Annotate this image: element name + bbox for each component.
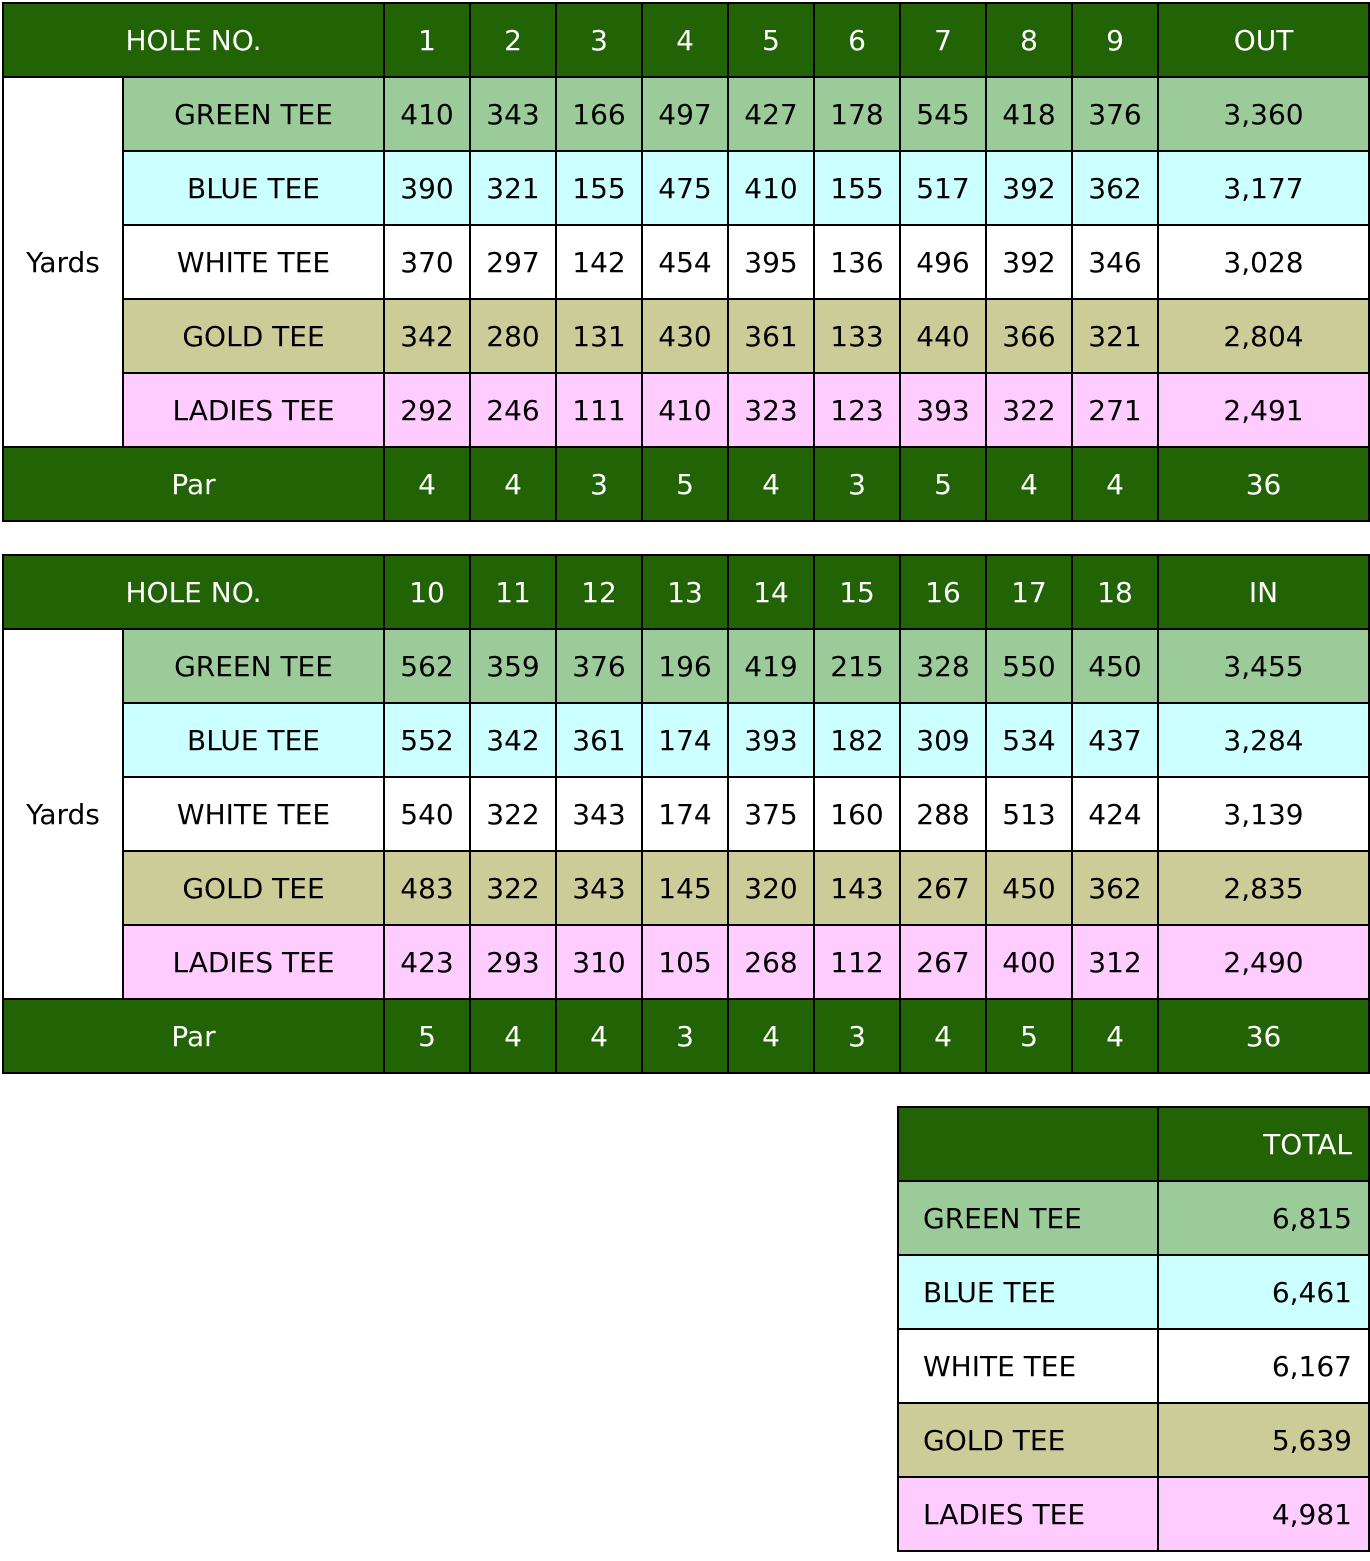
yardage-cell: 142	[556, 225, 642, 299]
yardage-cell: 288	[900, 777, 986, 851]
yardage-cell: 366	[986, 299, 1072, 373]
par-cell: 5	[384, 999, 470, 1073]
yardage-cell: 166	[556, 77, 642, 151]
yardage-cell: 343	[470, 77, 556, 151]
yardage-cell: 105	[642, 925, 728, 999]
yardage-cell: 361	[556, 703, 642, 777]
yardage-cell: 550	[986, 629, 1072, 703]
header-row	[3, 3, 1369, 77]
yardage-cell: 321	[470, 151, 556, 225]
par-label: Par	[3, 999, 384, 1073]
par-cell: 4	[728, 447, 814, 521]
in-total: 2,490	[1158, 925, 1369, 999]
green-tee-row	[3, 77, 1369, 151]
hole-number: 18	[1072, 555, 1158, 629]
yardage-cell: 361	[728, 299, 814, 373]
hole-number: 9	[1072, 3, 1158, 77]
yardage-cell: 182	[814, 703, 900, 777]
tee-name: GOLD TEE	[123, 851, 384, 925]
tee-name: WHITE TEE	[123, 225, 384, 299]
hole-number: 5	[728, 3, 814, 77]
yardage-cell: 393	[728, 703, 814, 777]
yardage-cell: 320	[728, 851, 814, 925]
hole-number: 1	[384, 3, 470, 77]
hole-number: 11	[470, 555, 556, 629]
par-cell: 4	[986, 447, 1072, 521]
hole-number: 2	[470, 3, 556, 77]
yardage-cell: 123	[814, 373, 900, 447]
yardage-cell: 475	[642, 151, 728, 225]
yardage-cell: 111	[556, 373, 642, 447]
yardage-cell: 342	[470, 703, 556, 777]
yardage-cell: 343	[556, 851, 642, 925]
par-label: Par	[3, 447, 384, 521]
par-cell: 3	[814, 999, 900, 1073]
yardage-cell: 440	[900, 299, 986, 373]
yardage-cell: 155	[556, 151, 642, 225]
yardage-cell: 246	[470, 373, 556, 447]
total-yardage: 5,639	[1158, 1403, 1369, 1477]
yardage-cell: 496	[900, 225, 986, 299]
tee-name: GREEN TEE	[123, 629, 384, 703]
out-total: 2,804	[1158, 299, 1369, 373]
yardage-cell: 268	[728, 925, 814, 999]
yardage-cell: 427	[728, 77, 814, 151]
yardage-cell: 196	[642, 629, 728, 703]
yardage-cell: 359	[470, 629, 556, 703]
yardage-cell: 552	[384, 703, 470, 777]
in-label: IN	[1158, 555, 1369, 629]
yardage-cell: 423	[384, 925, 470, 999]
hole-number: 17	[986, 555, 1072, 629]
back-nine-table	[2, 554, 1370, 1074]
gold-tee-row	[3, 299, 1369, 373]
hole-number: 8	[986, 3, 1072, 77]
gold-tee-total-row	[898, 1403, 1369, 1477]
yardage-cell: 390	[384, 151, 470, 225]
yardage-cell: 534	[986, 703, 1072, 777]
hole-number: 15	[814, 555, 900, 629]
yardage-cell: 376	[556, 629, 642, 703]
par-row	[3, 999, 1369, 1073]
yardage-cell: 136	[814, 225, 900, 299]
yardage-cell: 267	[900, 925, 986, 999]
yardage-cell: 342	[384, 299, 470, 373]
yardage-cell: 293	[470, 925, 556, 999]
tee-name: BLUE TEE	[123, 703, 384, 777]
par-row	[3, 447, 1369, 521]
total-label: TOTAL	[1158, 1107, 1369, 1181]
par-cell: 4	[556, 999, 642, 1073]
out-total: 3,177	[1158, 151, 1369, 225]
in-total: 2,835	[1158, 851, 1369, 925]
yardage-cell: 309	[900, 703, 986, 777]
in-total: 3,284	[1158, 703, 1369, 777]
yardage-cell: 143	[814, 851, 900, 925]
yardage-cell: 376	[1072, 77, 1158, 151]
yardage-cell: 155	[814, 151, 900, 225]
yardage-cell: 395	[728, 225, 814, 299]
yardage-cell: 392	[986, 151, 1072, 225]
total-yardage: 6,815	[1158, 1181, 1369, 1255]
total-yardage: 4,981	[1158, 1477, 1369, 1551]
par-cell: 4	[470, 447, 556, 521]
tee-name: LADIES TEE	[123, 925, 384, 999]
par-cell: 3	[556, 447, 642, 521]
total-yardage: 6,461	[1158, 1255, 1369, 1329]
par-cell: 4	[1072, 999, 1158, 1073]
tee-name: BLUE TEE	[898, 1255, 1158, 1329]
yards-label: Yards	[3, 629, 123, 999]
front-nine-table	[2, 2, 1370, 522]
yardage-cell: 131	[556, 299, 642, 373]
tee-name: GREEN TEE	[898, 1181, 1158, 1255]
total-header-blank	[898, 1107, 1158, 1181]
out-total: 3,028	[1158, 225, 1369, 299]
yardage-cell: 437	[1072, 703, 1158, 777]
yardage-cell: 424	[1072, 777, 1158, 851]
tee-name: WHITE TEE	[898, 1329, 1158, 1403]
yardage-cell: 410	[642, 373, 728, 447]
yardage-cell: 454	[642, 225, 728, 299]
par-cell: 5	[900, 447, 986, 521]
hole-number: 3	[556, 3, 642, 77]
ladies-tee-row	[3, 373, 1369, 447]
yardage-cell: 540	[384, 777, 470, 851]
par-cell: 4	[900, 999, 986, 1073]
par-cell: 3	[814, 447, 900, 521]
yardage-cell: 343	[556, 777, 642, 851]
white-tee-row	[3, 225, 1369, 299]
yardage-cell: 362	[1072, 151, 1158, 225]
yardage-cell: 545	[900, 77, 986, 151]
yardage-cell: 410	[384, 77, 470, 151]
yardage-cell: 310	[556, 925, 642, 999]
yardage-cell: 392	[986, 225, 1072, 299]
hole-number: 10	[384, 555, 470, 629]
tee-name: LADIES TEE	[123, 373, 384, 447]
yardage-cell: 375	[728, 777, 814, 851]
yardage-cell: 297	[470, 225, 556, 299]
white-tee-total-row	[898, 1329, 1369, 1403]
yardage-cell: 312	[1072, 925, 1158, 999]
total-yardage-table	[897, 1106, 1370, 1552]
yardage-cell: 418	[986, 77, 1072, 151]
yardage-cell: 215	[814, 629, 900, 703]
yardage-cell: 328	[900, 629, 986, 703]
green-tee-total-row	[898, 1181, 1369, 1255]
yardage-cell: 410	[728, 151, 814, 225]
yardage-cell: 430	[642, 299, 728, 373]
yardage-cell: 174	[642, 777, 728, 851]
yardage-cell: 160	[814, 777, 900, 851]
yardage-cell: 370	[384, 225, 470, 299]
yardage-cell: 346	[1072, 225, 1158, 299]
yardage-cell: 292	[384, 373, 470, 447]
hole-number: 6	[814, 3, 900, 77]
par-out-total: 36	[1158, 447, 1369, 521]
out-label: OUT	[1158, 3, 1369, 77]
yardage-cell: 322	[986, 373, 1072, 447]
yardage-cell: 321	[1072, 299, 1158, 373]
yardage-cell: 323	[728, 373, 814, 447]
ladies-tee-row	[3, 925, 1369, 999]
yardage-cell: 419	[728, 629, 814, 703]
hole-number: 7	[900, 3, 986, 77]
par-cell: 5	[642, 447, 728, 521]
yardage-cell: 271	[1072, 373, 1158, 447]
out-total: 2,491	[1158, 373, 1369, 447]
hole-number: 4	[642, 3, 728, 77]
yardage-cell: 267	[900, 851, 986, 925]
yardage-cell: 497	[642, 77, 728, 151]
par-cell: 4	[470, 999, 556, 1073]
yardage-cell: 133	[814, 299, 900, 373]
header-row	[3, 555, 1369, 629]
yardage-cell: 562	[384, 629, 470, 703]
blue-tee-row	[3, 703, 1369, 777]
out-total: 3,360	[1158, 77, 1369, 151]
tee-name: BLUE TEE	[123, 151, 384, 225]
yardage-cell: 513	[986, 777, 1072, 851]
yardage-cell: 362	[1072, 851, 1158, 925]
yardage-cell: 145	[642, 851, 728, 925]
total-yardage: 6,167	[1158, 1329, 1369, 1403]
par-in-total: 36	[1158, 999, 1369, 1073]
tee-name: WHITE TEE	[123, 777, 384, 851]
par-cell: 5	[986, 999, 1072, 1073]
in-total: 3,455	[1158, 629, 1369, 703]
gold-tee-row	[3, 851, 1369, 925]
hole-number: 13	[642, 555, 728, 629]
yardage-cell: 322	[470, 777, 556, 851]
total-header-row	[898, 1107, 1369, 1181]
blue-tee-row	[3, 151, 1369, 225]
white-tee-row	[3, 777, 1369, 851]
yardage-cell: 483	[384, 851, 470, 925]
hole-number: 16	[900, 555, 986, 629]
in-total: 3,139	[1158, 777, 1369, 851]
yardage-cell: 112	[814, 925, 900, 999]
yardage-cell: 174	[642, 703, 728, 777]
hole-number: 14	[728, 555, 814, 629]
yardage-cell: 517	[900, 151, 986, 225]
yardage-cell: 322	[470, 851, 556, 925]
yardage-cell: 280	[470, 299, 556, 373]
hole-no-label: HOLE NO.	[3, 555, 384, 629]
tee-name: GOLD TEE	[898, 1403, 1158, 1477]
yardage-cell: 178	[814, 77, 900, 151]
par-cell: 3	[642, 999, 728, 1073]
yardage-cell: 400	[986, 925, 1072, 999]
tee-name: GOLD TEE	[123, 299, 384, 373]
yardage-cell: 450	[1072, 629, 1158, 703]
tee-name: GREEN TEE	[123, 77, 384, 151]
yards-label: Yards	[3, 77, 123, 447]
yardage-cell: 450	[986, 851, 1072, 925]
yardage-cell: 393	[900, 373, 986, 447]
tee-name: LADIES TEE	[898, 1477, 1158, 1551]
hole-no-label: HOLE NO.	[3, 3, 384, 77]
green-tee-row	[3, 629, 1369, 703]
hole-number: 12	[556, 555, 642, 629]
par-cell: 4	[384, 447, 470, 521]
par-cell: 4	[728, 999, 814, 1073]
ladies-tee-total-row	[898, 1477, 1369, 1551]
par-cell: 4	[1072, 447, 1158, 521]
blue-tee-total-row	[898, 1255, 1369, 1329]
